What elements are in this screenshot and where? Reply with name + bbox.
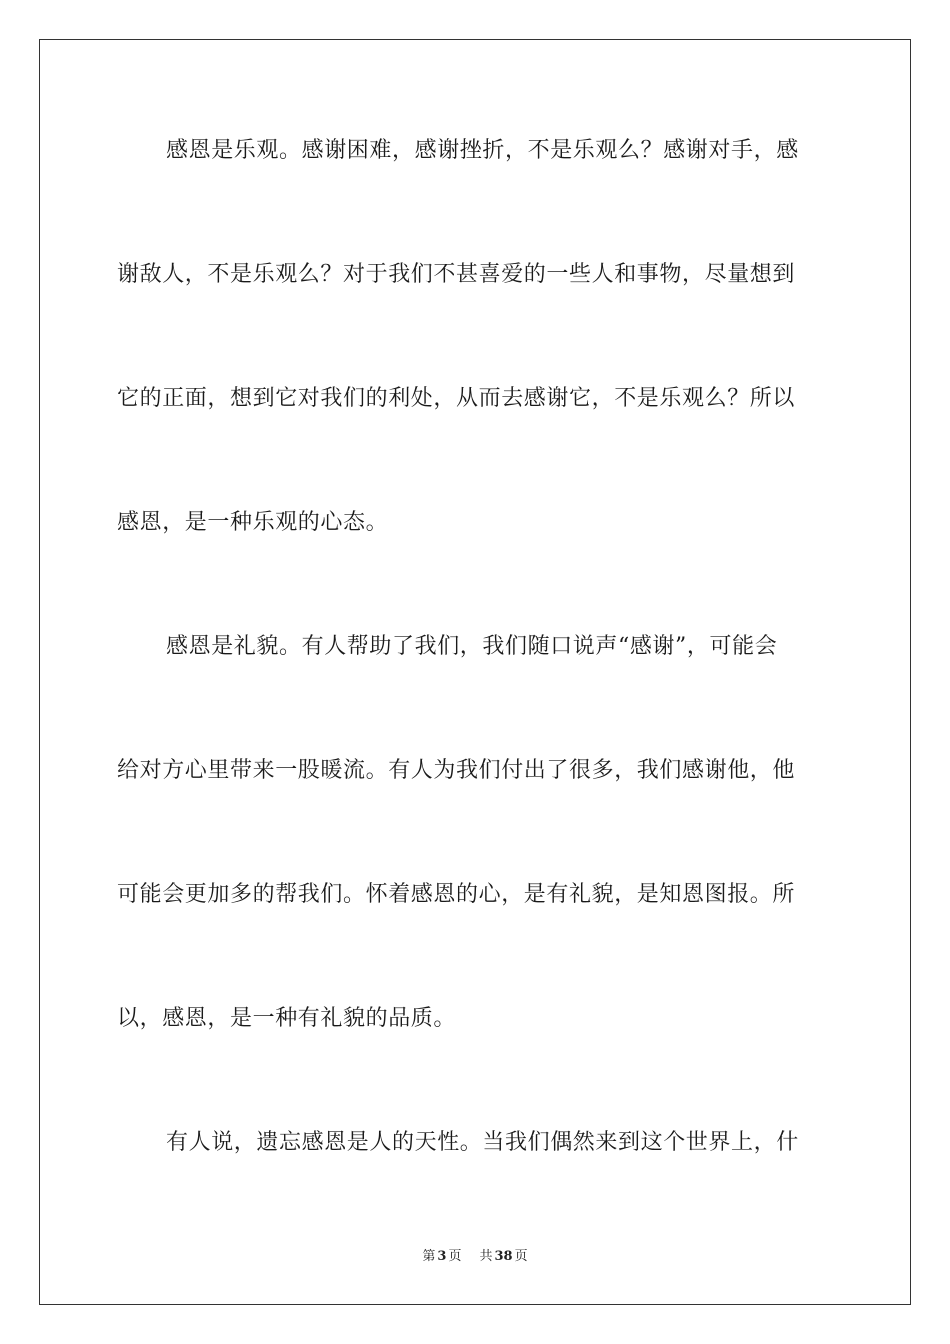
paragraph-1-line-2: 谢敌人，不是乐观么？对于我们不甚喜爱的一些人和事物，尽量想到 [117, 262, 796, 287]
paragraph-2-line-2: 给对方心里带来一股暖流。有人为我们付出了很多，我们感谢他，他 [117, 758, 796, 783]
paragraph-1-line-4: 感恩，是一种乐观的心态。 [117, 510, 389, 535]
paragraph-1-line-3: 它的正面，想到它对我们的利处，从而去感谢它，不是乐观么？所以 [117, 386, 796, 411]
page-prefix: 第 [422, 1249, 436, 1264]
paragraph-1-line-1: 感恩是乐观。感谢困难，感谢挫折，不是乐观么？感谢对手，感 [166, 138, 799, 163]
page-total: 38 [494, 1249, 513, 1264]
page-footer [0, 1248, 950, 1266]
paragraph-3-line-1: 有人说，遗忘感恩是人的天性。当我们偶然来到这个世界上，什 [166, 1130, 799, 1155]
paragraph-2-line-4: 以，感恩，是一种有礼貌的品质。 [117, 1006, 457, 1031]
page-border [39, 39, 911, 1305]
page-current: 3 [437, 1249, 447, 1264]
paragraph-2-line-1: 感恩是礼貌。有人帮助了我们，我们随口说声“感谢”，可能会 [166, 634, 778, 659]
paragraph-2-line-3: 可能会更加多的帮我们。怀着感恩的心，是有礼貌，是知恩图报。所 [117, 882, 796, 907]
total-suffix: 页 [514, 1249, 528, 1264]
page-suffix: 页 [448, 1249, 462, 1264]
total-prefix: 共 [479, 1249, 493, 1264]
